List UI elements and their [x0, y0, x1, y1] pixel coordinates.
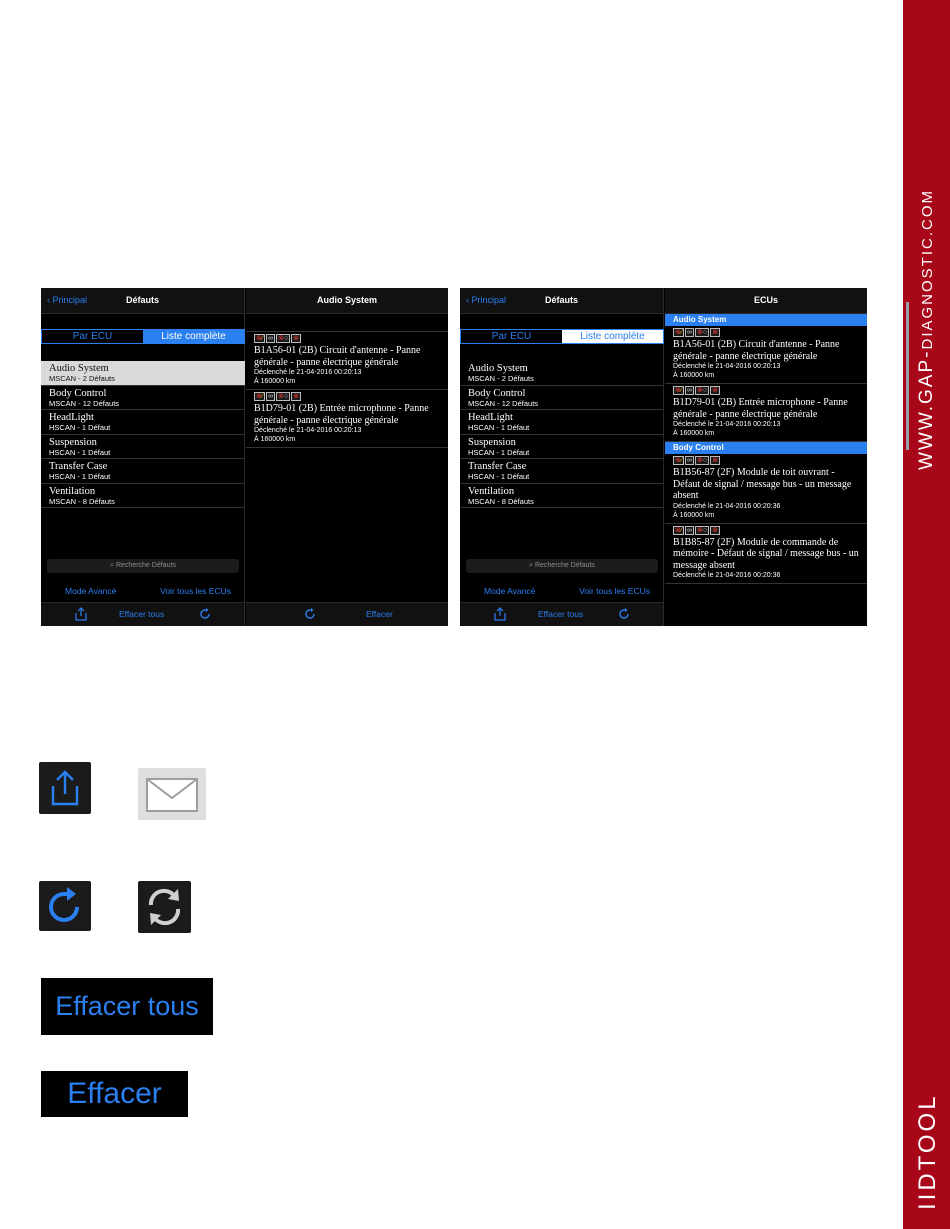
ecu-list-item[interactable]: Body Control MSCAN - 12 Défauts [41, 386, 245, 411]
faults-master-pane [41, 288, 245, 626]
refresh-icon[interactable] [618, 608, 630, 622]
search-icon: ⌕ [529, 562, 534, 569]
ecu-list-item[interactable]: Body Control MSCAN - 12 Défauts [460, 386, 664, 411]
refresh-icon[interactable] [199, 608, 211, 622]
mail-icon [138, 768, 206, 820]
fault-status-icons: ⊗∕ ∞ ⊗○ ⊗ [256, 393, 300, 400]
voir-tous-ecus-button[interactable]: Voir tous les ECUs [160, 586, 231, 596]
ecu-list-item[interactable]: Ventilation MSCAN - 8 Défauts [460, 484, 664, 509]
segment-par-ecu[interactable]: Par ECU [42, 330, 143, 343]
brand-product [911, 1030, 945, 1210]
ecu-list-item[interactable]: HeadLight HSCAN - 1 Défaut [460, 410, 664, 435]
ecu-list-item[interactable]: Suspension HSCAN - 1 Défaut [460, 435, 664, 460]
fault-status-icons: ⊗∕ ∞ ⊗○ ⊗ [675, 457, 719, 464]
bottom-links [460, 583, 664, 599]
share-icon[interactable] [75, 607, 87, 623]
effacer-tous-button[interactable]: Effacer tous [538, 609, 584, 619]
ecu-list-item[interactable]: HeadLight HSCAN - 1 Défaut [41, 410, 245, 435]
group-header-body-control: Body Control [665, 442, 867, 454]
voir-tous-ecus-button[interactable]: Voir tous les ECUs [579, 586, 650, 596]
fault-item[interactable]: ⊗∕ ∞ ⊗○ ⊗ B1D79-01 (2B) Entrée microphone - Panne générale - panne électrique générale Déclenché le 21-04-2016 00:20:13 À 160000 km [246, 390, 448, 448]
share-icon [39, 762, 91, 814]
brand-website [909, 30, 945, 470]
toolbar [246, 602, 448, 626]
detail-title: ECUs [753, 295, 778, 305]
faults-detail-pane [246, 288, 448, 626]
view-segmented-control [41, 329, 245, 344]
effacer-tous-button[interactable]: Effacer tous [119, 609, 165, 619]
toolbar [41, 602, 244, 626]
brand-product-text: IIDTOOL [914, 1093, 941, 1210]
effacer-tous-sample-button: Effacer tous [41, 978, 213, 1035]
page-title: Défauts [544, 295, 578, 305]
ecu-list [41, 361, 245, 508]
search-input[interactable]: ⌕ Recherche Défauts [47, 559, 239, 573]
page-title: Défauts [125, 295, 159, 305]
fault-status-icons: ⊗∕ ∞ ⊗○ ⊗ [675, 526, 719, 534]
refresh-icon [39, 881, 91, 931]
detail-title: Audio System [316, 295, 377, 305]
navbar [460, 288, 663, 314]
fault-item[interactable]: ⊗∕ ∞ ⊗○ ⊗ B1B85-87 (2F) Module de commande de mémoire - Défaut de signal / message bus - un message absent Déclenché le 21-04-2016 00:20:36 [665, 524, 867, 585]
segment-liste-complete[interactable]: Liste complète [143, 330, 244, 343]
fault-item[interactable]: ⊗∕ ∞ ⊗○ ⊗ B1D79-01 (2B) Entrée microphone - Panne générale - panne électrique générale Déclenché le 21-04-2016 00:20:13 À 160000 km [665, 384, 867, 442]
fault-status-icons: ⊗∕ ∞ ⊗○ ⊗ [675, 387, 719, 394]
back-button[interactable]: ‹ Principal [466, 295, 507, 305]
effacer-button[interactable]: Effacer [366, 609, 393, 619]
fault-list [246, 331, 448, 448]
brand-band [903, 0, 950, 1229]
view-segmented-control [460, 329, 664, 344]
brand-site-suffix: DIAGNOSTIC.COM [919, 189, 936, 350]
fault-status-icons: ⊗∕ ∞ ⊗○ ⊗ [256, 335, 300, 342]
toolbar [460, 602, 663, 626]
fault-item[interactable]: ⊗∕ ∞ ⊗○ ⊗ B1B56-87 (2F) Module de toit ouvrant - Défaut de signal / message bus - un message absent Déclenché le 21-04-2016 00:20:36 À 160000 km [665, 454, 867, 524]
mode-avance-button[interactable]: Mode Avancé [65, 586, 117, 596]
ecus-detail-pane [665, 288, 867, 626]
bottom-links [41, 583, 245, 599]
ecu-list [460, 361, 664, 508]
group-header-audio-system: Audio System [665, 314, 867, 326]
ecu-list-item[interactable]: Suspension HSCAN - 1 Défaut [41, 435, 245, 460]
mode-avance-button[interactable]: Mode Avancé [484, 586, 536, 596]
fault-status-icons: ⊗∕ ∞ ⊗○ ⊗ [675, 329, 719, 336]
fault-group-list [665, 314, 867, 584]
search-input[interactable]: ⌕ Recherche Défauts [466, 559, 658, 573]
faults-master-pane [460, 288, 664, 626]
navbar [246, 288, 448, 314]
screenshot-faults-all-ecus [460, 288, 867, 626]
ecu-list-item[interactable]: Transfer Case HSCAN - 1 Défaut [460, 459, 664, 484]
ecu-list-item[interactable]: Ventilation MSCAN - 8 Défauts [41, 484, 245, 509]
share-icon[interactable] [494, 607, 506, 623]
screenshot-faults-by-ecu [41, 288, 448, 626]
navbar [665, 288, 867, 314]
segment-liste-complete[interactable]: Liste complète [562, 330, 663, 343]
sync-icon [138, 881, 191, 933]
fault-item[interactable]: ⊗∕ ∞ ⊗○ ⊗ B1A56-01 (2B) Circuit d'antenne - Panne générale - panne électrique générale Déclenché le 21-04-2016 00:20:13 À 160000 km [665, 326, 867, 384]
ecu-list-item[interactable]: Audio System MSCAN - 2 Défauts [460, 361, 664, 386]
search-icon: ⌕ [110, 562, 115, 569]
segment-par-ecu[interactable]: Par ECU [461, 330, 562, 343]
ecu-list-item[interactable]: Transfer Case HSCAN - 1 Défaut [41, 459, 245, 484]
refresh-icon[interactable] [304, 608, 316, 622]
brand-site-prefix: WWW.GAP- [916, 349, 937, 470]
fault-item[interactable]: ⊗∕ ∞ ⊗○ ⊗ B1A56-01 (2B) Circuit d'antenne - Panne générale - panne électrique générale Déclenché le 21-04-2016 00:20:13 À 160000 km [246, 331, 448, 390]
brand-divider [906, 302, 909, 450]
effacer-sample-button: Effacer [41, 1071, 188, 1117]
navbar [41, 288, 244, 314]
back-button[interactable]: ‹ Principal [47, 295, 88, 305]
ecu-list-item[interactable]: Audio System MSCAN - 2 Défauts [41, 361, 245, 386]
